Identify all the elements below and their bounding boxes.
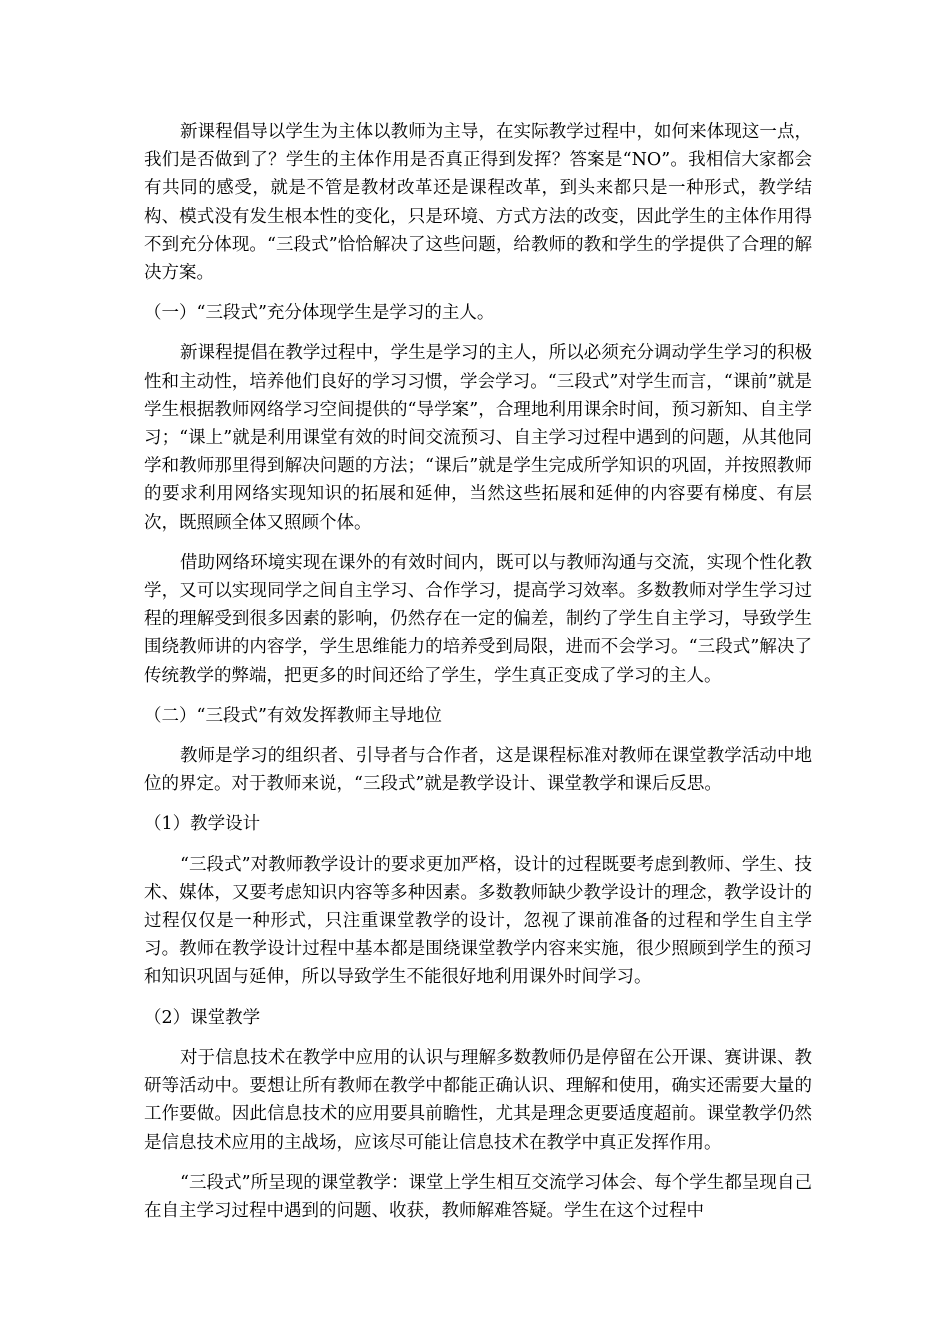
paragraph-classroom-presentation: “三段式”所呈现的课堂教学：课堂上学生相互交流学习体会、每个学生都呈现自己在自主学习过程中遇到的问题、收获，教师解难答疑。学生在这个过程中 bbox=[144, 1172, 812, 1221]
paragraph-classroom-teaching: 对于信息技术在教学中应用的认识与理解多数教师仍是停留在公开课、赛讲课、教研等活动中。要想让所有教师在教学中都能正确认识、理解和使用，确实还需要大量的工作要做。因此信息技术的应用要具前瞻性，尤其是理念更要适度超前。课堂教学仍然是信息技术应用的主战场，应该尽可能让信息技术在教学中真正发挥作用。 bbox=[144, 1047, 812, 1153]
paragraph-student-role: 新课程提倡在教学过程中，学生是学习的主人，所以必须充分调动学生学习的积极性和主动性，培养他们良好的学习习惯，学会学习。“三段式”对学生而言，“课前”就是学生根据教师网络学习空间提供的“导学案”，合理地利用课余时间，预习新知、自主学习；“课上”就是利用课堂有效的时间交流预习、自主学习过程中遇到的问题，从其他同学和教师那里得到解决问题的方法；“课后”就是学生完成所学知识的巩固，并按照教师的要求利用网络实现知识的拓展和延伸，当然这些拓展和延伸的内容要有梯度、有层次，既照顾全体又照顾个体。 bbox=[144, 343, 812, 533]
paragraph-intro: 新课程倡导以学生为主体以教师为主导，在实际教学过程中，如何来体现这一点，我们是否做到了？学生的主体作用是否真正得到发挥？答案是“NO”。我相信大家都会有共同的感受，就是不管是教材改革还是课程改革，到头来都只是一种形式，教学结构、模式没有发生根本性的变化，只是环境、方式方法的改变，因此学生的主体作用得不到充分体现。“三段式”恰恰解决了这些问题，给教师的教和学生的学提供了合理的解决方案。 bbox=[144, 122, 812, 284]
paragraph-network-learning: 借助网络环境实现在课外的有效时间内，既可以与教师沟通与交流，实现个性化教学，又可以实现同学之间自主学习、合作学习，提高学习效率。多数教师对学生学习过程的理解受到很多因素的影响，仍然存在一定的偏差，制约了学生自主学习，导致学生围绕教师讲的内容学，学生思维能力的培养受到局限，进而不会学习。“三段式”解决了传统教学的弊端，把更多的时间还给了学生，学生真正变成了学习的主人。 bbox=[144, 552, 812, 686]
document-body bbox=[144, 118, 812, 1237]
paragraph-teacher-role: 教师是学习的组织者、引导者与合作者，这是课程标准对教师在课堂教学活动中地位的界定。对于教师来说，“三段式”就是教学设计、课堂教学和课后反思。 bbox=[144, 746, 812, 795]
section-heading-2: （二）“三段式”有效发挥教师主导地位 bbox=[144, 705, 442, 726]
subsection-heading-design: （1）教学设计 bbox=[144, 814, 261, 835]
paragraph-teaching-design: “三段式”对教师教学设计的要求更加严格，设计的过程既要考虑到教师、学生、技术、媒体，又要考虑知识内容等多种因素。多数教师缺少教学设计的理念，教学设计的过程仅仅是一种形式，只注重课堂教学的设计，忽视了课前准备的过程和学生自主学习。教师在教学设计过程中基本都是围绕课堂教学内容来实施，很少照顾到学生的预习和知识巩固与延伸，所以导致学生不能很好地利用课外时间学习。 bbox=[144, 854, 812, 988]
section-heading-1: （一）“三段式”充分体现学生是学习的主人。 bbox=[144, 303, 495, 324]
subsection-heading-classroom: （2）课堂教学 bbox=[144, 1007, 261, 1028]
